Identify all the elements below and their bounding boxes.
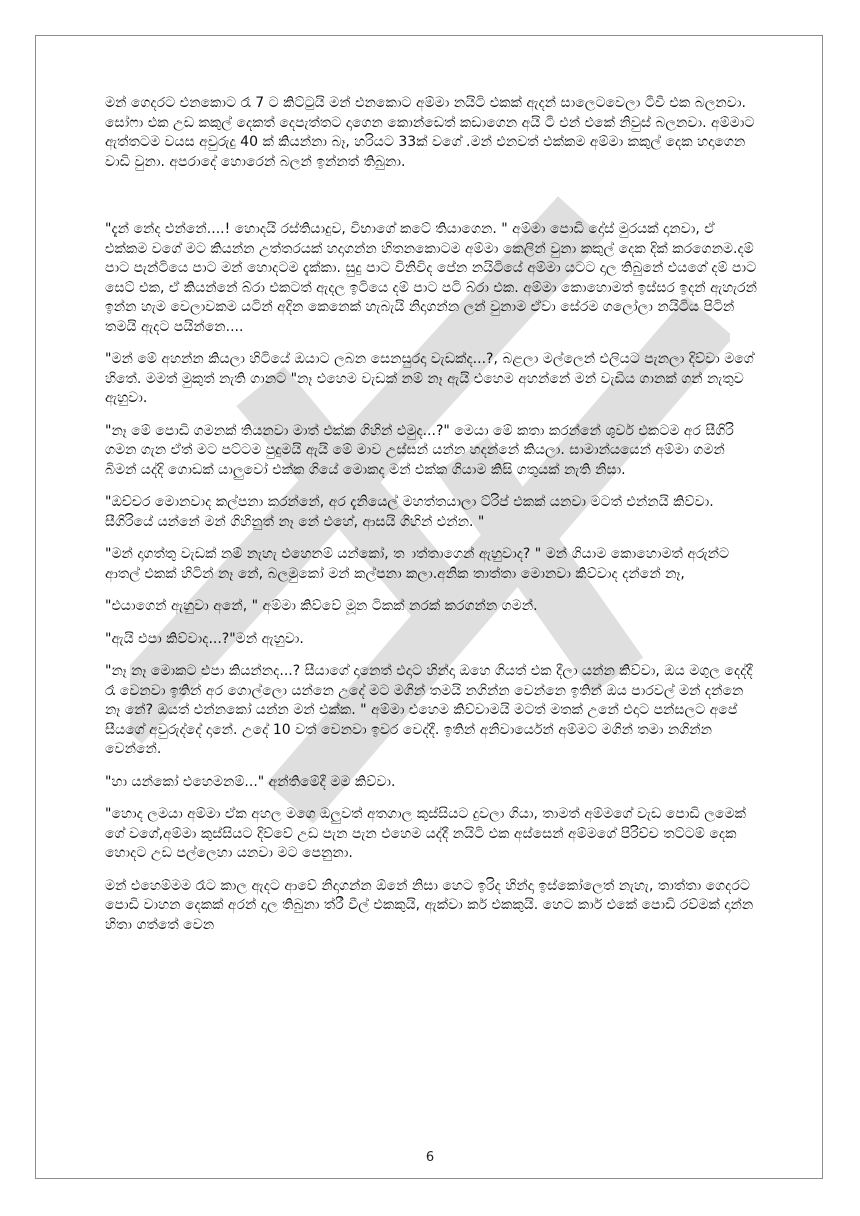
- paragraph: "හා යන්කෝ එහෙමනම්..." අන්තිමේදී මම කිව්වා.: [105, 773, 396, 790]
- paragraph: "හොද ලමයා අම්මා ඒක අහල මගෙ ඔලුවත් අතගාල කුස්සියට දුවලා ගියා, තාමත් අම්මගේ වැඩ පොඩි ලමෙක් ගේ වගේ,අම්මා කුස්සියට දිව්වේ උඩ පැන පැන එහෙම යද්දී නයිටි එක අස්සෙන් අම්මගේ පිරිච්ච තට්ටම් දෙක හොදට උඩ පල්ලෙහා යනවා මට පෙනුනා.: [105, 806, 746, 861]
- paragraph: "නෑ මේ පොඩි ගමනක් තියනවා මාත් එක්ක ගිහින් එමුද...?" මෙයා මේ කතා කරන්නේ ශුවර් එකටම අර සීගිරි ගමන ගැන ඒත් මට පට්ටම පුදුමයි ඇයි මේ මාව උස්සන් යන්න හදන්නේ කියලා. සාමාන්යයෙන් අම්මා ගමන් බිමන් යද්දි ගොඩක් යාලුවෝ එක්ක ගියේ මොකද මන් එක්ක ගියාම කිසි ගතුයක් නැති නිසා.: [105, 422, 734, 478]
- paragraph: "එයාගෙන් ඇහුවා අනේ, " අම්මා කිව්වේ මූන ටිකක් නරක් කරගන්න ගමන්.: [105, 598, 538, 614]
- paragraph: "මන් දාගත්තු වැඩක් නම් නැහැ එහෙනම් යන්කෝ, ත ාත්තාගෙන් ඇහුවාද? " මන් ගියාම කොහොමත් අරුන්ට ආතල් එකක් හිටින් නෑ නේ, බලමුකෝ මන් කල්පනා කලා.අනික තාත්තා මොනවා කිව්වාද දන්නේ නෑ,: [105, 546, 730, 582]
- document-body: [105, 94, 760, 948]
- paragraph: "ඔච්චර මොනවාද කල්පනා කරන්නේ, අර දැනියෙල් මහත්තයාලා ට්රිප් එකක් යනවා මටත් එන්නයි කිව්වා. සීගිරියේ යන්නේ මන් ගිහිනුත් නෑ නේ එහේ, ආසයි ගිහින් එන්න. ": [105, 494, 714, 530]
- paragraph: "නෑ නෑ මොකට එපා කියන්නද...? සීයාගේ දානෙත් එදාට හින්දා ඔහෙ ගියත් එක දීලා යන්න කිව්වා, ඔය මගුල දෙද්දී රෑ වෙනවා ඉතින් අර ගොල්ලො යන්නෙ උදේ මට මගින් තමයි නගින්න වෙන්නෙ ඉතින් ඔය පාරවල් මන් දන්නෙ නෑ නේ? ඔයත් එන්නකෝ යන්න මන් එක්ක. " අම්මා එහෙම කිව්වාමයි මටත් මතක් උනේ එදාට පන්සලට අපේ සීයගේ අවුරුද්දේ දානේ. උදේ 10 වත් වෙනවා ඉවර වෙද්දී. ඉතින් අනිවාර්යෙන් අම්මට මගින් තමා නගින්න වෙන්නේ.: [105, 663, 753, 757]
- paragraph: "ඇයි එපා කිව්වාද...?"මන් ඇහුවා.: [105, 630, 304, 647]
- paragraph: "දැන් නේද එන්නේ....! හොදයි රස්තියාදුව, විභාගේ කටේ තියාගෙන. " අම්මා පොඩි දෝස් මුරයක් දානවා, ඒ එක්කම වගේ මට කියන්න උත්තරයක් හදාගන්න හිතනකොටම අම්මා කෙලින් වුනා කකුල් දෙක දික් කරගෙනම.දම් පාට පැන්ටියෙ පාට මන් හොදටම දැක්කා. සුදු පාට විනිවිද පේන නයිටියේ අම්මා යටට දාල තිබුනේ එයගේ දම් පාට සෙට් එක, ඒ කියන්නේ බ්රා එකටත් ඇදල ඉටියෙ දම් පාට පටි බ්රා එක. අම්මා කොහොමත් ඉස්සර ඉදන් ඇහැරන් ඉන්න හැම වෙලාවකම යටින් අදින කෙනෙක් හැබැයි නිදාගන්න ලන් වුනාම ඒවා සේරම ගලෝලා නයිටිය පිටින් තමයි ඇදට පයින්නෙ....: [105, 221, 757, 335]
- paragraph: මන් එහෙම්මම රෑට කාල ඇදට ආවේ නිදාගන්න ඕනේ නිසා හෙට ඉරිද හින්දා ඉස්කෝලෙත් නැහැ, තාත්තා ගෙදරට පොඩි වාහන දෙකක් අරන් දාල තිබුනා ත්රී වීල් එකකුයි, ඇක්වා කර් එකකුයි. හෙට කාර් එකේ පොඩි රව්මක් දාන්න හිතා ගත්තේ වෙන: [105, 877, 754, 933]
- paragraph: "මන් මේ අහන්න කියලා හිටියේ ඔයාට ලබන සෙනසුරදා වැඩක්ද...?, බළලා මල්ලෙන් එලියට පැනලා දිව්වා මගේ හිතේ. මමත් මුකුත් නැති ගානට "නෑ එහෙම වැඩක් නම් නෑ ඇයි එහෙම අහන්නේ මන් වැඩිය ගානක් ගන් නැතුව ඇහුවා.: [105, 351, 754, 406]
- page-number: 6: [425, 1150, 435, 1165]
- paragraph: මන් ගෙදරට එනකොට රෑ 7 ට කිට්ටුයි මන් එනකොට අම්මා නයිටි එකක් ඇදන් සාලෙටවෙලා ටීවී එක බලනවා. සෝෆා එක උඩ කකුල් දෙකත් දෙපැත්තට දාගෙන කොන්ඩෙත් කඩාගෙන අයි ටී එන් එකේ නිවුස් බලනවා. අම්මාට ඇත්තටම වයස අවුරුදු 40 ක් කියන්නා බෑ, හරියට 33ක් වගේ .මන් එනවත් එක්කම අම්මා කකුල් දෙක හදාගෙන වාඩි වුනා. අපරාදේ හොරෙන් බලන් ඉන්නත් තිබුනා.: [105, 95, 755, 170]
